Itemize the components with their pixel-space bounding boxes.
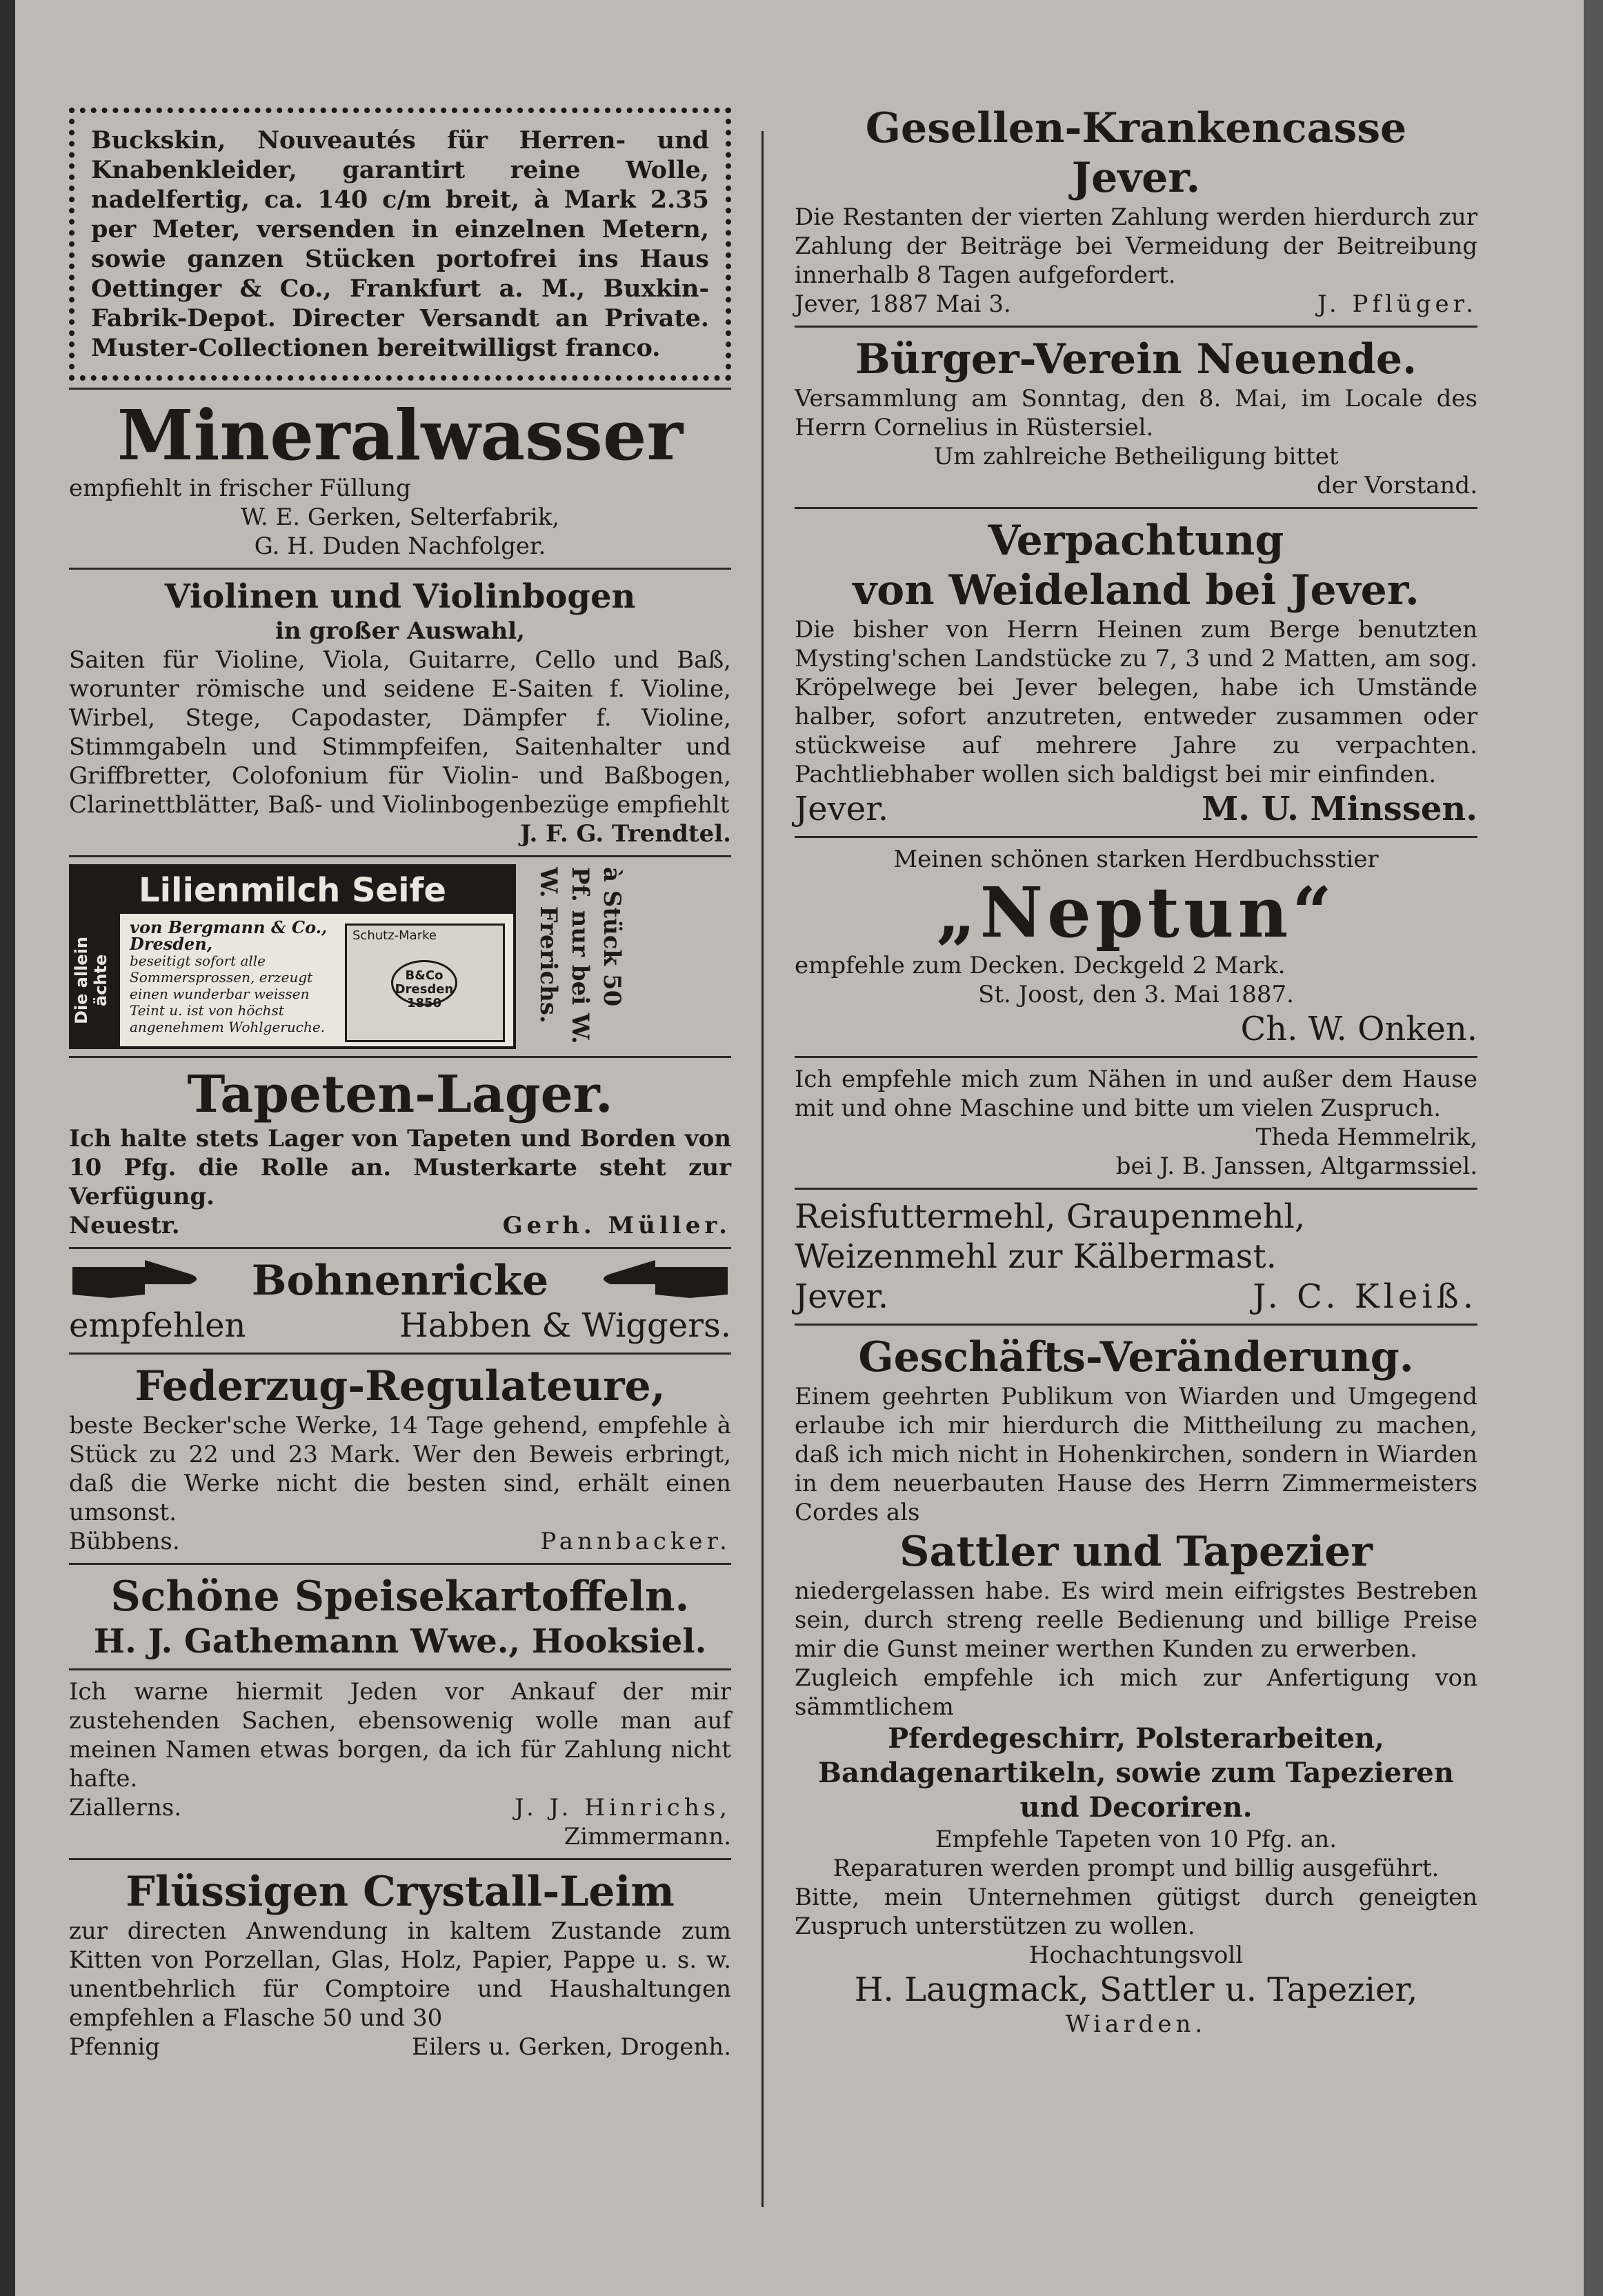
column-divider [761, 131, 764, 2207]
rule [69, 1563, 731, 1565]
kartoffeln-ad [69, 1572, 731, 1661]
soap-text: beseitigt sofort alle Sommersprossen, erzeugt einen wunderbar weissen Teint u. ist von höchst angenehmem Wohlgeruche. [130, 952, 326, 1035]
krankencasse-date: Jever, 1887 Mai 3. [795, 290, 1011, 318]
geschaeft-place: Wiarden. [1065, 2010, 1207, 2038]
geschaeft-text4: Bitte, mein Unternehmen gütigst durch geneigten Zuspruch unterstützen zu wollen. [795, 1884, 1477, 1940]
naehen-text: Ich empfehle mich zum Nähen in und außer dem Hause mit und ohne Maschine und bitte um vielen Zuspruch. [795, 1066, 1477, 1122]
rule [795, 836, 1477, 838]
federzug-place: Bübbens. [69, 1528, 180, 1555]
soap-trademark [345, 924, 505, 1042]
buckskin-text: Buckskin, Nouveautés für Herren- und Knabenkleider, garantirt reine Wolle, nadelfertig, ca. 140 c/m breit, à Mark 2.35 per Meter, versenden in einzelnen Metern, sowie ganzen Stücken portofrei ins Haus Oettinger & Co., Frankfurt a. M., Buxkin-Fabrik-Depot. Directer Versandt an Private. Muster-Collectionen bereitwilligst franco. [91, 126, 709, 362]
warnung-role: Zimmermann. [564, 1823, 731, 1850]
federzug-footer [69, 1527, 731, 1556]
warnung-ad [69, 1677, 731, 1851]
naehen-ad [795, 1065, 1477, 1181]
reisfutter-place: Jever. [795, 1277, 889, 1316]
neptun-text: empfehle zum Decken. Deckgeld 2 Mark. [795, 952, 1286, 979]
violinen-signature: J. F. G. Trendtel. [520, 820, 731, 848]
violinen-ad [69, 577, 731, 848]
kartoffeln-signature: H. J. Gathemann Wwe., Hooksiel. [93, 1622, 707, 1661]
buckskin-ad [69, 108, 731, 381]
bohnenricke-right: Habben & Wiggers. [399, 1306, 731, 1345]
rule [795, 1056, 1477, 1058]
geschaeft-closing: Hochachtungsvoll [1028, 1941, 1244, 1969]
rule [69, 1352, 731, 1355]
rule [795, 1188, 1477, 1190]
naehen-address: bei J. B. Janssen, Altgarmssiel. [1115, 1152, 1477, 1180]
mineralwasser-ad [69, 397, 731, 561]
tapeten-footer [69, 1211, 731, 1240]
bohnenricke-footer [69, 1306, 731, 1346]
violinen-subtitle: in großer Auswahl, [275, 617, 526, 645]
tapeten-title: Tapeten-Lager. [187, 1065, 613, 1124]
neptun-ad [795, 845, 1477, 1049]
verpachtung-title2: von Weideland bei Jever. [853, 566, 1420, 615]
geschaeft-title2: Sattler und Tapezier [899, 1528, 1373, 1576]
soap-firm: von Bergmann & Co., Dresden, [130, 917, 328, 954]
geschaeft-ad [795, 1332, 1477, 2039]
buergerverein-ad [795, 335, 1477, 500]
bohnenricke-ad [69, 1256, 731, 1346]
buergerverein-title: Bürger-Verein Neuende. [855, 335, 1417, 383]
reisfutter-ad [795, 1197, 1477, 1317]
geschaeft-bold3: und Decoriren. [1019, 1791, 1253, 1824]
tapeten-text: Ich halte stets Lager von Tapeten und Borden von 10 Pfg. die Rolle an. Musterkarte steht zur Verfügung. [69, 1125, 731, 1210]
rule [795, 326, 1477, 328]
tapeten-ad [69, 1065, 731, 1240]
rule [69, 388, 731, 390]
neptun-title: „Neptun“ [936, 872, 1336, 953]
pointing-hand-left-icon [593, 1257, 731, 1305]
federzug-signature: Pannbacker. [540, 1528, 731, 1555]
geschaeft-text3: Zugleich empfehle ich mich zur Anfertigung von sämmtlichem [795, 1664, 1477, 1721]
newspaper-page [15, 0, 1584, 2296]
violinen-title: Violinen und Violinbogen [164, 577, 636, 616]
krankencasse-ad [795, 103, 1477, 319]
leim-title: Flüssigen Crystall-Leim [126, 1868, 675, 1916]
reisfutter-line2: Weizenmehl zur Kälbermast. [795, 1237, 1277, 1276]
leim-text: zur directen Anwendung in kaltem Zustande zum Kitten von Porzellan, Glas, Holz, Papier, Pappe u. s. w. unentbehrlich für Comptoire und Haushaltungen empfehlen a Flasche 50 und 30 [69, 1917, 731, 2032]
naehen-signature: Theda Hemmelrik, [1255, 1124, 1477, 1151]
mineralwasser-line1: empfiehlt in frischer Füllung [69, 475, 411, 502]
soap-description [130, 919, 337, 1035]
geschaeft-line2: Reparaturen werden prompt und billig ausgeführt. [833, 1855, 1440, 1882]
buergerverein-text: Versammlung am Sonntag, den 8. Mai, im Locale des Herrn Cornelius in Rüstersiel. [795, 385, 1477, 441]
right-column [795, 103, 1477, 2039]
neptun-date: St. Joost, den 3. Mai 1887. [978, 981, 1294, 1008]
leim-footer [69, 2033, 731, 2062]
scan-left-edge [0, 0, 15, 2296]
leim-ad [69, 1867, 731, 2062]
rule [69, 1858, 731, 1860]
warnung-signature: J. J. Hinrichs, [515, 1794, 731, 1821]
rule [795, 1324, 1477, 1326]
mineralwasser-title: Mineralwasser [117, 395, 684, 476]
neptun-intro: Meinen schönen starken Herdbuchsstier [893, 846, 1379, 873]
krankencasse-signature: J. Pflüger. [1317, 290, 1477, 318]
verpachtung-text: Die bisher von Herrn Heinen zum Berge benutzten Mysting'schen Landstücke zu 7, 3 und 2 Matten, am sog. Kröpelwege bei Jever belegen, habe ich Umstände halber, sofort anzutreten, entweder zusammen oder stückweise auf mehrere Jahre zu verpachten. Pachtliebhaber wollen sich baldigst bei mir einfinden. [795, 616, 1477, 788]
bohnenricke-heading [69, 1256, 731, 1306]
soap-brand: Lilienmilch Seife [72, 867, 513, 914]
rule [795, 507, 1477, 509]
geschaeft-text2: niedergelassen habe. Es wird mein eifrigstes Bestreben sein, durch streng reelle Bedienung und billige Preise mir die Gunst meiner werthen Kunden zu erwerben. [795, 1577, 1477, 1663]
rule [69, 1056, 731, 1058]
geschaeft-title: Geschäfts-Veränderung. [858, 1333, 1414, 1381]
geschaeft-signature: H. Laugmack, Sattler u. Tapezier, [854, 1970, 1418, 2009]
left-column [69, 103, 731, 2062]
neptun-signature: Ch. W. Onken. [1240, 1010, 1477, 1048]
violinen-text: Saiten für Violine, Viola, Guitarre, Cello und Baß, worunter römische und seidene E-Saiten f. Violine, Wirbel, Stege, Capodaster, Dämpfer f. Violine, Stimmgabeln und Stimmpfeifen, Saitenhalter und Griffbretter, Colofonium für Violin- und Baßbogen, Clarinettblätter, Baß- und Violinbogenbezüge empfiehlt [69, 646, 731, 819]
geschaeft-line1: Empfehle Tapeten von 10 Pfg. an. [935, 1826, 1337, 1853]
trademark-seal: B&Co Dresden 1850 [391, 960, 457, 1006]
buergerverein-signature: der Vorstand. [1317, 472, 1477, 499]
pointing-hand-right-icon [69, 1257, 207, 1305]
soap-price: à Stück 50 Pf. nur bei W. W. Frerichs. [535, 867, 626, 1044]
rule [69, 855, 731, 857]
scan-right-edge [1584, 0, 1603, 2296]
soap-package [69, 864, 516, 1049]
soap-side-label: Die allein ächte [72, 914, 120, 1046]
verpachtung-place: Jever. [795, 790, 889, 828]
kartoffeln-title: Schöne Speisekartoffeln. [110, 1573, 690, 1621]
federzug-text: beste Becker'sche Werke, 14 Tage gehend, empfehle à Stück zu 22 und 23 Mark. Wer den Beweis erbringt, daß die Werke nicht die besten sind, erhält einen umsonst. [69, 1412, 731, 1526]
reisfutter-line1: Reisfuttermehl, Graupenmehl, [795, 1197, 1306, 1236]
tapeten-place: Neuestr. [69, 1212, 180, 1239]
leim-last-right: Eilers u. Gerken, Drogenh. [412, 2033, 731, 2061]
bohnenricke-title: Bohnenricke [251, 1257, 549, 1305]
federzug-title: Federzug-Regulateure, [135, 1362, 666, 1410]
krankencasse-footer [795, 290, 1477, 319]
reisfutter-footer [795, 1277, 1477, 1317]
trademark-label: Schutz-Marke [352, 928, 437, 943]
rule [69, 1247, 731, 1249]
verpachtung-ad [795, 516, 1477, 829]
soap-ad [69, 864, 731, 1049]
buergerverein-line2: Um zahlreiche Betheiligung bittet [933, 443, 1339, 470]
rule [69, 568, 731, 570]
krankencasse-title: Gesellen-Krankencasse Jever. [865, 104, 1407, 202]
warnung-place: Ziallerns. [69, 1794, 182, 1821]
rule [69, 1668, 731, 1670]
geschaeft-bold2: Bandagenartikeln, sowie zum Tapezieren [818, 1757, 1454, 1789]
geschaeft-bold1: Pferdegeschirr, Polsterarbeiten, [888, 1722, 1384, 1755]
mineralwasser-line2: W. E. Gerken, Selterfabrik, [240, 503, 560, 531]
tapeten-signature: Gerh. Müller. [502, 1212, 731, 1239]
bohnenricke-left: empfehlen [69, 1306, 246, 1345]
warnung-footer [69, 1793, 731, 1822]
reisfutter-signature: J. C. Kleiß. [1253, 1277, 1477, 1316]
warnung-text: Ich warne hiermit Jeden vor Ankauf der mir zustehenden Sachen, ebensowenig wolle man auf meinen Namen etwas borgen, da ich für Zahlung nicht hafte. [69, 1678, 731, 1793]
krankencasse-text: Die Restanten der vierten Zahlung werden hierdurch zur Zahlung der Beiträge bei Vermeidung der Beitreibung innerhalb 8 Tagen aufgefordert. [795, 203, 1477, 289]
verpachtung-footer [795, 789, 1477, 829]
verpachtung-signature: M. U. Minssen. [1202, 790, 1477, 828]
leim-last-left: Pfennig [69, 2033, 161, 2061]
geschaeft-text1: Einem geehrten Publikum von Wiarden und Umgegend erlaube ich mir hierdurch die Mittheilung zu machen, daß ich mich nicht in Hohenkirchen, sondern in Wiarden in dem neuerbauten Hause des Herrn Zimmermeisters Cordes als [795, 1383, 1477, 1526]
verpachtung-title1: Verpachtung [988, 517, 1284, 565]
federzug-ad [69, 1361, 731, 1556]
mineralwasser-line3: G. H. Duden Nachfolger. [254, 532, 546, 560]
